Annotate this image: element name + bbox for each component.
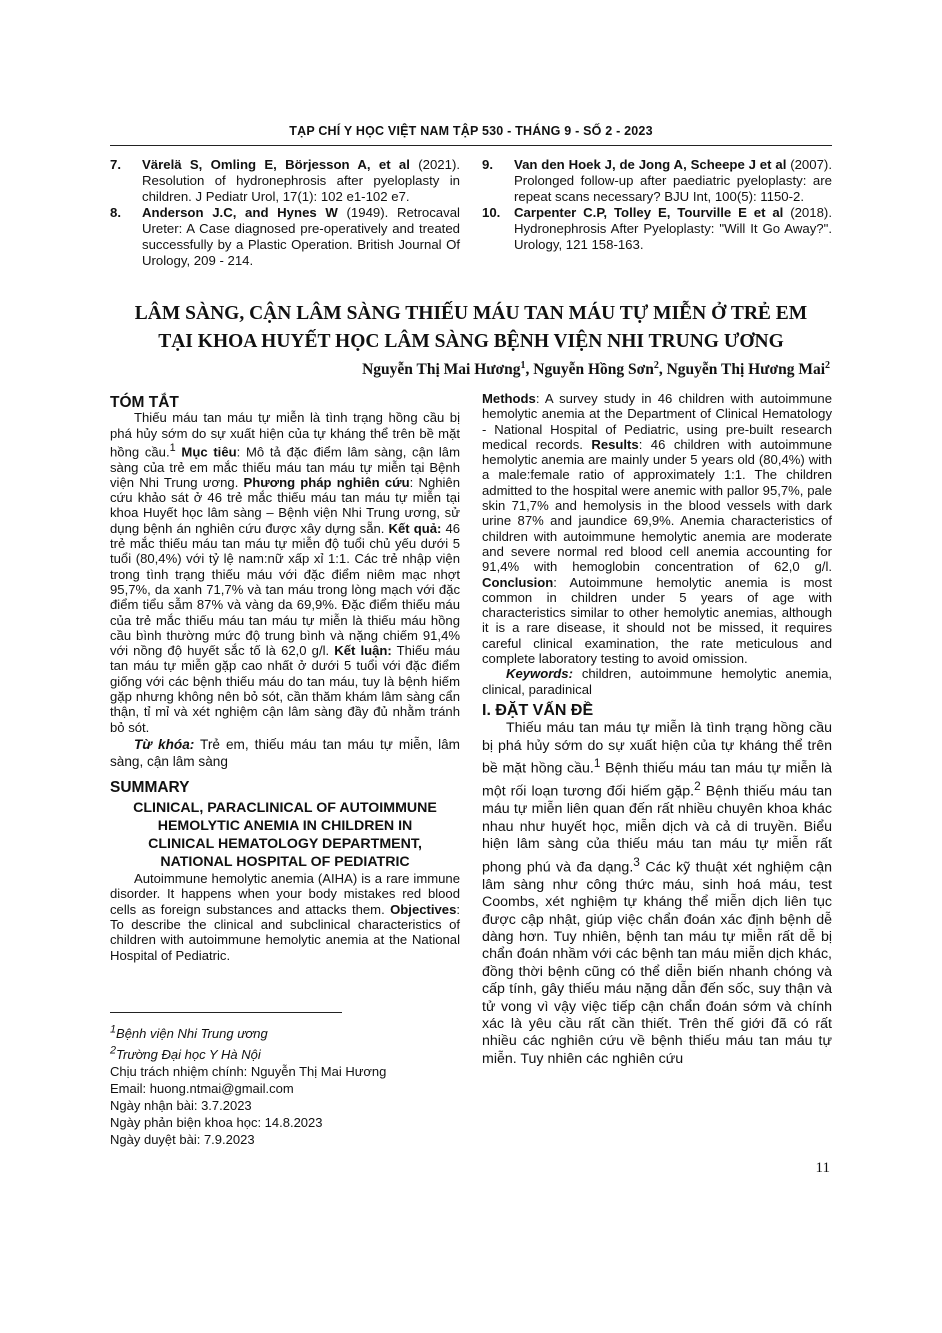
abstract-text: : Mô tả đặc điểm lâm sàng, cận lâm sàng của trẻ em mắc thiếu máu tan máu tự miễn tại Bệnh viện Nhi Trung ương. bbox=[110, 444, 460, 490]
reference-text: (2007). Prolonged follow-up after paediatric pyeloplasty: are repeat scans necessary? BJU Int, 100(5): 1150-2. bbox=[514, 157, 832, 204]
body-text: Bệnh thiếu máu tan máu tự miễn là một rối loạn tương đối hiếm gặp. bbox=[482, 760, 832, 800]
header-divider bbox=[110, 145, 832, 146]
abstract-label: Mục tiêu bbox=[175, 444, 237, 460]
footnote-divider bbox=[110, 1012, 342, 1013]
author-list bbox=[362, 360, 830, 379]
abstract-label: Kết luận: bbox=[334, 643, 392, 659]
abstract-text: Thiếu máu tan máu tự miễn gặp cao nhất ở dưới 5 tuổi với đặc điểm giống với các bệnh thiếu máu do tan máu, tuy là bệnh hiếm gặp nhưng không nên bỏ sót, cần thăm khám lâm sàng cẩn thận, tỉ mỉ và xét nghiệm cận lâm sàng đầy đủ nhằm tránh bỏ sót. bbox=[110, 643, 461, 735]
abstract-text: : 46 children with autoimmune hemolytic anemia are mainly under 5 years old (80,4%) with a male:female ratio of approximately 1:1. The children admitted to the hospital were anemic with pallor 95,7%, pale skin 71,7% and hemolysis in the blood vessels with dark urine 87% and jaundice 69,9%. Anemia characteristics of children with autoimmune hemolytic anemia are moderate and severe normal red blood cell anemia accounting for 91,4% with hemoglobin concentration of 62,0 g/l. bbox=[482, 436, 832, 575]
journal-header: TẠP CHÍ Y HỌC VIỆT NAM TẬP 530 - THÁNG 9 - SỐ 2 - 2023 bbox=[289, 124, 653, 138]
contact-email: Email: huong.ntmai@gmail.com bbox=[110, 1080, 294, 1096]
reference-text: (2018). Hydronephrosis After Pyeloplasty: "Will It Go Away?". Urology, 121 158-163. bbox=[514, 205, 832, 252]
abstract-text: : A survey study in 46 children with autoimmune hemolytic anemia at the Department of Clinical Hematology - National Hospital of Pediatric, using pre-built research medical records. bbox=[482, 391, 832, 452]
author-separator: , bbox=[525, 361, 534, 379]
references-right bbox=[482, 157, 832, 253]
reference-text: (2021). Resolution of hydronephrosis after pyeloplasty in children. J Pediatr Urol, 17(1): 102 e1-102 e7. bbox=[142, 157, 461, 204]
author-affiliation: 1 bbox=[520, 360, 526, 371]
summary-title-line: CLINICAL HEMATOLOGY DEPARTMENT, bbox=[148, 836, 422, 853]
affiliation-text: Trường Đại học Y Hà Nội bbox=[116, 1046, 261, 1062]
title-line: TẠI KHOA HUYẾT HỌC LÂM SÀNG BỆNH VIỆN NHI TRUNG ƯƠNG bbox=[158, 331, 784, 352]
abstract-text: Thiếu máu tan máu tự miễn là tình trạng hồng cầu bị phá hủy sớm do sự xuất hiện của tự kháng thể trên bề mặt hồng cầu. bbox=[110, 410, 460, 460]
title-line: LÂM SÀNG, CẬN LÂM SÀNG THIẾU MÁU TAN MÁU TỰ MIỄN Ở TRẺ EM bbox=[134, 303, 808, 324]
reference-item bbox=[110, 157, 460, 205]
page-number: 11 bbox=[815, 1160, 830, 1176]
keywords-label: Từ khóa: bbox=[134, 736, 195, 752]
abstract-label: Results bbox=[591, 436, 639, 452]
keywords-english bbox=[482, 666, 832, 697]
summary-title-line: CLINICAL, PARACLINICAL OF AUTOIMMUNE bbox=[133, 800, 437, 817]
abstract-heading: TÓM TẮT bbox=[110, 394, 179, 411]
keywords-vietnamese bbox=[110, 736, 460, 770]
reference-text: (1949). Retrocaval Ureter: A Case diagnosed pre-operatively and treated successfully by a Plastic Operation. British Journal Of Urology, 209 - 214. bbox=[142, 205, 460, 268]
keywords-label: Keywords: bbox=[506, 666, 573, 682]
references-left bbox=[110, 157, 460, 269]
footnotes bbox=[110, 1022, 460, 1148]
date-received: Ngày nhận bài: 3.7.2023 bbox=[110, 1097, 252, 1113]
abstract-text: 46 trẻ mắc thiếu máu tan máu tự miễn độ tuổi chủ yếu dưới 5 tuổi (80,4%) với tỷ lệ nam:nữ xấp xỉ 1:1. Các trẻ nhập viện trong tình trạng thiếu máu với đặc điểm niêm mạc nhợt 95,7%, da xanh 71,7% và tan máu trong lòng mạch với đặc điểm tiểu sẫm 87% và vàng da 69,9%. Đặc điểm thiếu máu của trẻ mắc thiếu máu tan máu tự miễn là thiếu máu hồng cầu bình thường mức độ trung bình và nặng chiếm 91,4% với nồng độ huyết sắc tố là 62,0 g/l. bbox=[110, 520, 461, 659]
affiliation-2 bbox=[110, 1042, 460, 1062]
right-column bbox=[482, 391, 832, 1068]
summary-title bbox=[110, 799, 460, 871]
summary-heading: SUMMARY bbox=[110, 778, 190, 796]
affiliation-1 bbox=[110, 1022, 460, 1042]
abstract-text: : Autoimmune hemolytic anemia is most common in children under 5 years of age with characteristics similar to other hemolytic anemias, although it is a rare disease, it should not be missed, it requires careful clinical examination, the rate meticulous and complete laboratory testing to avoid omission. bbox=[482, 574, 832, 667]
affiliation-sup: 1 bbox=[110, 1024, 117, 1036]
left-column bbox=[110, 395, 460, 963]
abstract-english-continued bbox=[482, 391, 832, 666]
author-affiliation: 2 bbox=[825, 360, 830, 371]
reference-item bbox=[110, 205, 460, 269]
reference-item bbox=[482, 157, 832, 205]
abstract-english bbox=[110, 871, 460, 963]
intro-paragraph bbox=[482, 720, 832, 1068]
abstract-label: Kết quả: bbox=[388, 520, 442, 536]
abstract-label: Conclusion bbox=[482, 574, 554, 590]
author-name: Nguyễn Thị Hương Mai bbox=[666, 361, 825, 379]
article-title bbox=[100, 300, 842, 356]
citation: 3 bbox=[633, 854, 640, 869]
corresponding-author: Chịu trách nhiệm chính: Nguyễn Thị Mai Hương bbox=[110, 1063, 387, 1079]
keywords-text: children, autoimmune hemolytic anemia, clinical, paradinical bbox=[482, 666, 832, 697]
affiliation-sup: 2 bbox=[110, 1044, 117, 1057]
section-heading: I. ĐẶT VẤN ĐỀ bbox=[482, 701, 594, 719]
reference-number: 9. bbox=[482, 157, 493, 172]
reference-authors: Värelä S, Omling E, Börjesson A, et al bbox=[142, 157, 410, 172]
summary-title-line: HEMOLYTIC ANEMIA IN CHILDREN IN bbox=[157, 818, 413, 835]
keywords-text: Trẻ em, thiếu máu tan máu tự miễn, lâm sàng, cận lâm sàng bbox=[110, 736, 460, 769]
body-text: Thiếu máu tan máu tự miễn là tình trạng hồng cầu bị phá hủy sớm do sự xuất hiện của tự kháng thể trên bề mặt hồng cầu. bbox=[482, 720, 832, 777]
summary-title-line: NATIONAL HOSPITAL OF PEDIATRIC bbox=[160, 854, 410, 871]
body-text: Các kỹ thuật xét nghiệm cận lâm sàng như công thức máu, sinh hoá máu, test Coombs, xét nghiệm tự kháng thể miễn dịch liên tục được cập nhật, giúp việc chẩn đoán xác định bệnh dễ dàng hơn. Tuy nhiên, bệnh tan máu tự miễn rất dễ bị chẩn đoán nhầm với các bệnh tan máu miễn dịch khác, đồng thời bệnh cũng có thể diễn biến nhanh chóng và cấp tính, gây thiếu máu nặng dẫn đến sốc, suy thận và tử vong vì vậy việc tiếp cận chẩn đoán sớm và chính xác là yêu cầu rất cần thiết. Trên thế giới đã có rất nhiều các nghiên cứu về bệnh thiếu máu tan máu tự miễn. Tuy nhiên các nghiên cứu bbox=[482, 859, 832, 1067]
author-name: Nguyễn Hồng Sơn bbox=[533, 361, 654, 379]
abstract-label: Methods bbox=[482, 391, 536, 406]
citation: 2 bbox=[694, 779, 701, 794]
date-accepted: Ngày duyệt bài: 7.9.2023 bbox=[110, 1131, 255, 1147]
citation: 1 bbox=[169, 441, 176, 454]
abstract-vietnamese bbox=[110, 410, 460, 735]
author-name: Nguyễn Thị Mai Hương bbox=[362, 361, 521, 379]
abstract-text: : Nghiên cứu khảo sát ở 46 trẻ mắc thiếu máu tan máu tự miễn tại khoa Huyết học lâm sàng – Bệnh viện Nhi Trung ương, sử dụng bệnh án nghiên cứu được xây dựng sẵn. bbox=[110, 474, 460, 536]
reference-authors: Carpenter C.P, Tolley E, Tourville E et al bbox=[514, 205, 784, 220]
reference-item bbox=[482, 205, 832, 253]
author-affiliation: 2 bbox=[653, 360, 659, 371]
date-reviewed: Ngày phản biện khoa học: 14.8.2023 bbox=[110, 1114, 323, 1130]
reference-number: 8. bbox=[110, 205, 121, 220]
abstract-label: Objectives bbox=[390, 901, 457, 917]
author-separator: , bbox=[658, 361, 667, 379]
abstract-text: : To describe the clinical and subclinical characteristics of children with autoimmune hemolytic anemia at the National Hospital of Pediatric. bbox=[110, 901, 460, 963]
citation: 1 bbox=[593, 756, 601, 771]
abstract-text: Autoimmune hemolytic anemia (AIHA) is a rare immune disorder. It happens when your body mistakes red blood cells as foreign substances and attacks them. bbox=[110, 871, 460, 917]
affiliation-text: Bệnh viện Nhi Trung ương bbox=[116, 1026, 268, 1042]
body-text: Bệnh thiếu máu tan máu tự miễn liên quan đến rất nhiều chuyên khoa khác nhau như huyết học, miễn dịch và cả di truyền. Biểu hiện lâm sàng của thiếu máu tan máu tự miễn rất phong phú và đa dạng. bbox=[482, 783, 832, 876]
reference-authors: Van den Hoek J, de Jong A, Scheepe J et al bbox=[514, 157, 787, 172]
abstract-label: Phương pháp nghiên cứu bbox=[243, 474, 410, 490]
reference-number: 7. bbox=[110, 157, 121, 172]
reference-number: 10. bbox=[482, 205, 501, 220]
reference-authors: Anderson J.C, and Hynes W bbox=[142, 205, 338, 220]
